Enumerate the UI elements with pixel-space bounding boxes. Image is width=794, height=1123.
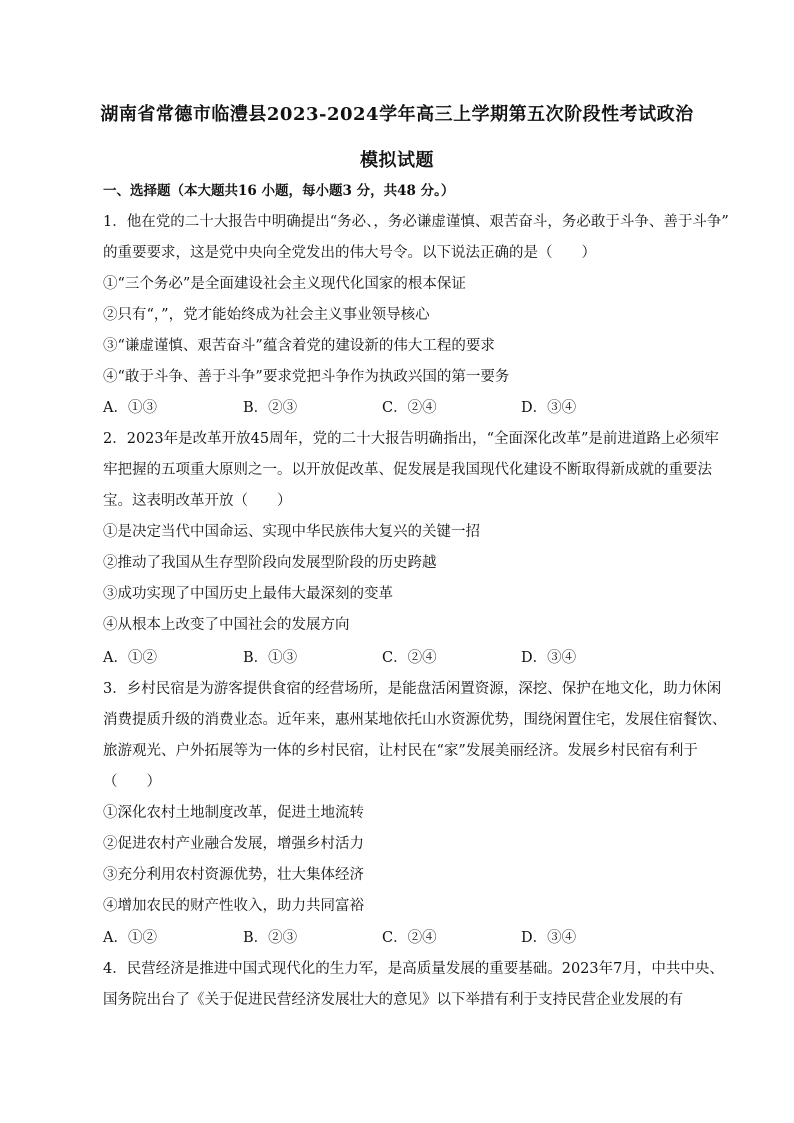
option-a: A．①② — [103, 650, 157, 666]
option-b: B．②③ — [243, 400, 298, 416]
question-2-stem-line: 宝。这表明改革开放（ ） — [103, 493, 292, 509]
option-a: A．①② — [103, 930, 157, 946]
question-3-options — [103, 928, 703, 948]
question-3-stem-line: 消费提质升级的消费业态。近年来，惠州某地依托山水资源优势，围绕闲置住宅，发展住宿餐饮、 — [103, 712, 727, 728]
document-title: 湖南省常德市临澧县2023-2024学年高三上学期第五次阶段性考试政治 — [100, 104, 694, 125]
option-b: B．②③ — [243, 930, 298, 946]
question-3-statement: ③充分利用农村资源优势，壮大集体经济 — [103, 867, 364, 883]
option-c: C．②④ — [382, 400, 437, 416]
question-4-stem-line: 4．民营经济是推进中国式现代化的生力军，是高质量发展的重要基础。2023年7月，中共中央、 — [103, 961, 724, 977]
option-c: C．②④ — [382, 930, 437, 946]
question-1-statement: ①“三个务必”是全面建设社会主义现代化国家的根本保证 — [103, 276, 466, 292]
question-3-stem-line: 3．乡村民宿是为游客提供食宿的经营场所，是能盘活闲置资源，深挖、保护在地文化，助力休闲 — [103, 681, 722, 697]
question-2-statement: ③成功实现了中国历史上最伟大最深刻的变革 — [103, 586, 393, 602]
question-4-stem-line: 国务院出台了《关于促进民营经济发展壮大的意见》以下举措有利于支持民营企业发展的有 — [103, 992, 683, 1008]
document-subtitle: 模拟试题 — [360, 150, 434, 171]
question-1-stem-line: 1．他在党的二十大报告中明确提出“务必、，务必谦虚谨慎、艰苦奋斗，务必敢于斗争、善于斗争” — [103, 214, 729, 230]
question-1-statement: ④“敢于斗争、善于斗争”要求党把斗争作为执政兴国的第一要务 — [103, 369, 510, 385]
question-3-stem-line: 旅游观光、户外拓展等为一体的乡村民宿，让村民在“家”发展美丽经济。发展乡村民宿有利于 — [103, 743, 698, 759]
question-2-options — [103, 648, 703, 668]
question-1-statement: ③“谦虚谨慎、艰苦奋斗”蕴含着党的建设新的伟大工程的要求 — [103, 338, 495, 354]
option-a: A．①③ — [103, 400, 157, 416]
question-2-stem-line: 牢把握的五项重大原则之一。以开放促改革、促发展是我国现代化建设不断取得新成就的重要法 — [103, 462, 712, 478]
question-3-statement: ④增加农民的财产性收入，助力共同富裕 — [103, 898, 364, 914]
question-2-statement: ④从根本上改变了中国社会的发展方向 — [103, 617, 350, 633]
question-2-stem-line: 2．2023年是改革开放45周年，党的二十大报告明确指出，“全面深化改革”是前进道路上必须牢 — [103, 431, 719, 447]
question-3-stem-line: （ ） — [103, 774, 161, 790]
option-d: D．③④ — [521, 650, 577, 666]
question-3-statement: ②促进农村产业融合发展，增强乡村活力 — [103, 836, 364, 852]
option-b: B．①③ — [243, 650, 298, 666]
question-1-statement: ②只有“，”，党才能始终成为社会主义事业领导核心 — [103, 307, 430, 323]
option-d: D．③④ — [521, 400, 577, 416]
question-2-statement: ②推动了我国从生存型阶段向发展型阶段的历史跨越 — [103, 555, 437, 571]
question-1-stem-line: 的重要要求，这是党中央向全党发出的伟大号令。以下说法正确的是（ ） — [103, 245, 596, 261]
option-c: C．②④ — [382, 650, 437, 666]
question-1-options — [103, 398, 703, 418]
section-heading: 一、选择题（本大题共16 小题，每小题3 分，共48 分。） — [103, 183, 455, 199]
question-3-statement: ①深化农村土地制度改革，促进土地流转 — [103, 805, 364, 821]
question-2-statement: ①是决定当代中国命运、实现中华民族伟大复兴的关键一招 — [103, 524, 480, 540]
option-d: D．③④ — [521, 930, 577, 946]
